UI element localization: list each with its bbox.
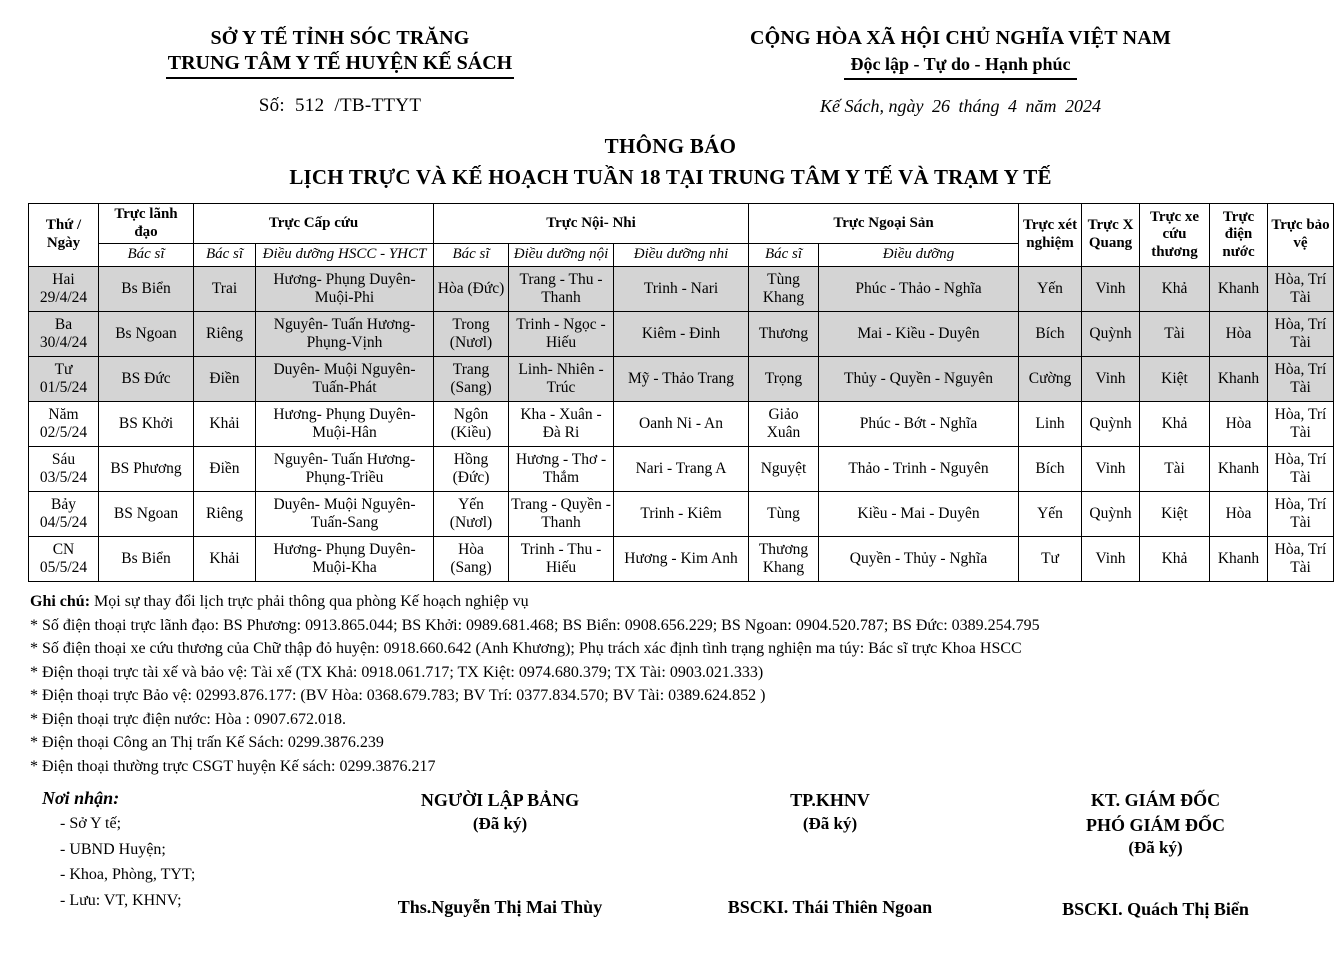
recipients-list <box>42 811 330 913</box>
cell-emergency-nurse: Hương- Phụng Duyên- Muội-Kha <box>256 537 434 582</box>
day-name: Hai <box>52 270 75 288</box>
cell-day-date <box>29 447 99 492</box>
recipients-title: Nơi nhận: <box>42 788 120 809</box>
cell-internal-doctor: Ngôn (Kiều) <box>434 402 509 447</box>
director-title-line2: PHÓ GIÁM ĐỐC <box>1086 814 1225 835</box>
cell-xray-tech: Quỳnh <box>1082 312 1140 357</box>
cell-xray-tech: Vinh <box>1082 267 1140 312</box>
cell-pediatric-nurse: Trinh - Nari <box>614 267 749 312</box>
signature-area <box>0 788 1341 920</box>
cell-pediatric-nurse: Mỹ - Thảo Trang <box>614 357 749 402</box>
year-label: năm <box>1025 96 1057 117</box>
cell-electric-water-tech: Hòa <box>1210 402 1268 447</box>
country-name: CỘNG HÒA XÃ HỘI CHỦ NGHĨA VIỆT NAM <box>749 27 1172 49</box>
col-header-security: Trực bảo vệ <box>1268 204 1334 267</box>
day-date: 30/4/24 <box>39 334 88 352</box>
cell-internal-nurse: Trinh - Thu - Hiếu <box>509 537 614 582</box>
cell-driver: Kiệt <box>1140 492 1210 537</box>
cell-internal-nurse: Trang - Quyền - Thanh <box>509 492 614 537</box>
col-header-ambulance: Trực xe cứu thương <box>1140 204 1210 267</box>
cell-surgery-nurse: Phúc - Thảo - Nghĩa <box>819 267 1019 312</box>
khnv-signed-mark: (Đã ký) <box>802 813 858 833</box>
subcol-emergency-nurse: Điều dưỡng HSCC - YHCT <box>256 244 434 267</box>
recipient-item: - UBND Huyện; <box>60 840 166 858</box>
director-title-line1: KT. GIÁM ĐỐC <box>1090 790 1221 811</box>
cell-emergency-nurse: Nguyên- Tuấn Hương- Phụng-Vịnh <box>256 312 434 357</box>
director-name: BSCKI. Quách Thị Biển <box>1062 898 1249 919</box>
day-date: 05/5/24 <box>39 559 88 577</box>
note-line: * Số điện thoại trực lãnh đạo: BS Phương: 0913.865.044; BS Khởi: 0989.681.468; BS Biển: 0908.656.229; BS Ngoan: 0904.520.787; BS Đức: 0389.254.795 <box>30 616 1040 634</box>
cell-day-date <box>29 357 99 402</box>
cell-lab-tech: Linh <box>1019 402 1082 447</box>
khnv-name: BSCKI. Thái Thiên Ngoan <box>727 897 933 918</box>
document-number-label: Số: <box>258 95 285 116</box>
notes-section <box>30 590 1341 778</box>
cell-surgery-doctor: Thương Khang <box>749 537 819 582</box>
cell-guard: Hòa, Trí Tài <box>1268 267 1334 312</box>
cell-guard: Hòa, Trí Tài <box>1268 312 1334 357</box>
cell-electric-water-tech: Khanh <box>1210 357 1268 402</box>
signature-khnv-head <box>670 788 990 920</box>
signature-preparer <box>330 788 670 920</box>
cell-emergency-doctor: Khải <box>194 537 256 582</box>
cell-xray-tech: Quỳnh <box>1082 492 1140 537</box>
cell-lab-tech: Bích <box>1019 447 1082 492</box>
cell-electric-water-tech: Khanh <box>1210 447 1268 492</box>
cell-lab-tech: Yến <box>1019 267 1082 312</box>
cell-surgery-doctor: Tùng <box>749 492 819 537</box>
cell-electric-water-tech: Hòa <box>1210 312 1268 357</box>
cell-guard: Hòa, Trí Tài <box>1268 447 1334 492</box>
cell-emergency-nurse: Duyên- Muội Nguyên- Tuấn-Phát <box>256 357 434 402</box>
col-header-leadership: Trực lãnh đạo <box>99 204 194 244</box>
col-header-xray: Trực X Quang <box>1082 204 1140 267</box>
cell-emergency-nurse: Hương- Phụng Duyên- Muội-Hân <box>256 402 434 447</box>
cell-internal-nurse: Kha - Xuân - Đà Ri <box>509 402 614 447</box>
table-row <box>29 537 1334 582</box>
cell-leadership-doctor: Bs Ngoan <box>99 312 194 357</box>
place-name: Kế Sách, ngày <box>820 96 924 117</box>
note-lines <box>30 614 1341 779</box>
cell-guard: Hòa, Trí Tài <box>1268 537 1334 582</box>
director-signed-mark: (Đã ký) <box>1128 837 1183 857</box>
cell-surgery-nurse: Kiều - Mai - Duyên <box>819 492 1019 537</box>
cell-emergency-doctor: Trai <box>194 267 256 312</box>
subcol-pediatric-nurse: Điều dưỡng nhi <box>614 244 749 267</box>
cell-xray-tech: Vinh <box>1082 537 1140 582</box>
col-header-lab: Trực xét nghiệm <box>1019 204 1082 267</box>
document-number-line <box>40 95 640 117</box>
cell-internal-doctor: Hòa (Sang) <box>434 537 509 582</box>
table-body <box>29 267 1334 582</box>
cell-pediatric-nurse: Trinh - Kiêm <box>614 492 749 537</box>
note-label: Ghi chú: <box>30 593 91 611</box>
cell-internal-doctor: Hòa (Đức) <box>434 267 509 312</box>
cell-emergency-nurse: Duyên- Muội Nguyên- Tuấn-Sang <box>256 492 434 537</box>
cell-lab-tech: Tư <box>1019 537 1082 582</box>
date-month: 4 <box>1008 96 1017 117</box>
preparer-name: Ths.Nguyễn Thị Mai Thùy <box>397 897 603 918</box>
col-header-day: Thứ / Ngày <box>29 204 99 267</box>
province-health-department: SỞ Y TẾ TỈNH SÓC TRĂNG <box>210 27 470 49</box>
recipient-item: - Sở Y tế; <box>60 815 122 833</box>
cell-surgery-nurse: Mai - Kiều - Duyên <box>819 312 1019 357</box>
document-header <box>0 0 1341 117</box>
note-lead-text: Mọi sự thay đổi lịch trực phải thông qua phòng Kế hoạch nghiệp vụ <box>94 593 529 611</box>
note-line: * Điện thoại trực điện nước: Hòa : 0907.672.018. <box>30 710 346 728</box>
note-line: * Điện thoại thường trực CSGT huyện Kế sách: 0299.3876.217 <box>30 757 436 775</box>
duty-schedule-table <box>28 203 1334 582</box>
subcol-surgery-doctor: Bác sĩ <box>749 244 819 267</box>
cell-leadership-doctor: BS Đức <box>99 357 194 402</box>
national-motto: Độc lập - Tự do - Hạnh phúc <box>844 53 1076 80</box>
document-subject-title: LỊCH TRỰC VÀ KẾ HOẠCH TUẦN 18 TẠI TRUNG TÂM Y TẾ VÀ TRẠM Y TẾ <box>289 164 1052 189</box>
cell-internal-nurse: Trang - Thu - Thanh <box>509 267 614 312</box>
month-label: tháng <box>958 96 1000 117</box>
table-row <box>29 492 1334 537</box>
col-header-internal-pediatric: Trực Nội- Nhi <box>434 204 749 244</box>
recipient-item: - Lưu: VT, KHNV; <box>60 892 182 909</box>
table-row <box>29 402 1334 447</box>
issuing-organization-block <box>0 26 640 117</box>
cell-leadership-doctor: BS Phương <box>99 447 194 492</box>
cell-surgery-doctor: Nguyệt <box>749 447 819 492</box>
cell-pediatric-nurse: Oanh Ni - An <box>614 402 749 447</box>
cell-pediatric-nurse: Kiêm - Đinh <box>614 312 749 357</box>
cell-driver: Khả <box>1140 537 1210 582</box>
cell-internal-nurse: Hương - Thơ - Thắm <box>509 447 614 492</box>
subcol-leadership-doctor: Bác sĩ <box>99 244 194 267</box>
cell-day-date <box>29 267 99 312</box>
cell-day-date <box>29 537 99 582</box>
note-line: * Điện thoại trực Bảo vệ: 02993.876.177: (BV Hòa: 0368.679.783; BV Trí: 0377.834.570; BV Tài: 0389.624.852 ) <box>30 687 766 705</box>
subcol-internal-doctor: Bác sĩ <box>434 244 509 267</box>
cell-electric-water-tech: Khanh <box>1210 267 1268 312</box>
document-number-value: 512 <box>295 95 325 116</box>
table-group-header-row <box>29 204 1334 244</box>
cell-internal-doctor: Yến (Nươl) <box>434 492 509 537</box>
khnv-title: TP.KHNV <box>790 790 870 811</box>
day-name: Sáu <box>51 450 76 468</box>
day-name: CN <box>52 540 75 558</box>
document-number-suffix: /TB-TTYT <box>334 95 422 116</box>
day-name: Tư <box>54 360 73 378</box>
duty-schedule-table-wrapper <box>28 203 1330 582</box>
cell-surgery-doctor: Giảo Xuân <box>749 402 819 447</box>
recipient-item: - Khoa, Phòng, TYT; <box>60 866 196 884</box>
cell-electric-water-tech: Hòa <box>1210 492 1268 537</box>
cell-driver: Tài <box>1140 447 1210 492</box>
cell-surgery-nurse: Phúc - Bớt - Nghĩa <box>819 402 1019 447</box>
cell-leadership-doctor: Bs Biển <box>99 267 194 312</box>
day-date: 04/5/24 <box>39 514 88 532</box>
cell-driver: Khả <box>1140 267 1210 312</box>
document-title-block <box>0 133 1341 191</box>
cell-emergency-nurse: Nguyên- Tuấn Hương- Phụng-Triều <box>256 447 434 492</box>
note-line: * Số điện thoại xe cứu thương của Chữ thập đỏ huyện: 0918.660.642 (Anh Khương); Phụ trách xác định tình trạng nghiện ma túy: Bác sĩ trực Khoa HSCC <box>30 640 1022 658</box>
col-header-emergency: Trực Cấp cứu <box>194 204 434 244</box>
recipients-block <box>0 788 330 920</box>
cell-internal-doctor: Trong (Nươl) <box>434 312 509 357</box>
table-row <box>29 267 1334 312</box>
cell-internal-doctor: Trang (Sang) <box>434 357 509 402</box>
national-heading-block <box>640 26 1341 117</box>
col-header-electric-water: Trực điện nước <box>1210 204 1268 267</box>
cell-leadership-doctor: BS Khởi <box>99 402 194 447</box>
cell-xray-tech: Quỳnh <box>1082 402 1140 447</box>
cell-surgery-nurse: Thảo - Trinh - Nguyên <box>819 447 1019 492</box>
place-and-date <box>640 96 1281 117</box>
date-year: 2024 <box>1065 96 1101 117</box>
cell-internal-nurse: Linh- Nhiên - Trúc <box>509 357 614 402</box>
cell-emergency-doctor: Riêng <box>194 312 256 357</box>
cell-emergency-nurse: Hương- Phụng Duyên- Muội-Phi <box>256 267 434 312</box>
day-date: 29/4/24 <box>39 289 88 307</box>
note-lead <box>30 590 1341 614</box>
cell-xray-tech: Vinh <box>1082 447 1140 492</box>
day-name: Năm <box>48 405 79 423</box>
cell-surgery-nurse: Thủy - Quyền - Nguyên <box>819 357 1019 402</box>
cell-surgery-doctor: Trọng <box>749 357 819 402</box>
cell-internal-nurse: Trinh - Ngọc - Hiếu <box>509 312 614 357</box>
cell-xray-tech: Vinh <box>1082 357 1140 402</box>
cell-emergency-doctor: Riêng <box>194 492 256 537</box>
cell-lab-tech: Cường <box>1019 357 1082 402</box>
cell-emergency-doctor: Điền <box>194 357 256 402</box>
cell-lab-tech: Bích <box>1019 312 1082 357</box>
subcol-emergency-doctor: Bác sĩ <box>194 244 256 267</box>
note-line: * Điện thoại Công an Thị trấn Kế Sách: 0299.3876.239 <box>30 734 384 752</box>
cell-guard: Hòa, Trí Tài <box>1268 492 1334 537</box>
day-name: Ba <box>54 315 73 333</box>
col-header-surgery-obstetrics: Trực Ngoại Sản <box>749 204 1019 244</box>
cell-pediatric-nurse: Hương - Kim Anh <box>614 537 749 582</box>
cell-surgery-nurse: Quyền - Thủy - Nghĩa <box>819 537 1019 582</box>
note-line: * Điện thoại trực tài xế và bảo vệ: Tài xế (TX Khả: 0918.061.717; TX Kiệt: 0974.680.379; TX Tài: 0903.021.333) <box>30 663 764 681</box>
cell-driver: Khả <box>1140 402 1210 447</box>
day-name: Bảy <box>51 495 76 513</box>
table-row <box>29 312 1334 357</box>
cell-emergency-doctor: Khải <box>194 402 256 447</box>
cell-driver: Kiệt <box>1140 357 1210 402</box>
preparer-title: NGƯỜI LẬP BẢNG <box>420 790 580 811</box>
cell-leadership-doctor: BS Ngoan <box>99 492 194 537</box>
cell-leadership-doctor: Bs Biển <box>99 537 194 582</box>
cell-pediatric-nurse: Nari - Trang A <box>614 447 749 492</box>
document-type-title: THÔNG BÁO <box>604 134 737 159</box>
cell-guard: Hòa, Trí Tài <box>1268 402 1334 447</box>
preparer-signed-mark: (Đã ký) <box>472 813 528 833</box>
date-day: 26 <box>931 96 950 117</box>
cell-surgery-doctor: Tùng Khang <box>749 267 819 312</box>
cell-day-date <box>29 312 99 357</box>
cell-surgery-doctor: Thương <box>749 312 819 357</box>
cell-guard: Hòa, Trí Tài <box>1268 357 1334 402</box>
day-date: 03/5/24 <box>39 469 88 487</box>
cell-day-date <box>29 402 99 447</box>
table-row <box>29 447 1334 492</box>
table-header <box>29 204 1334 267</box>
subcol-internal-nurse: Điều dưỡng nội <box>509 244 614 267</box>
cell-electric-water-tech: Khanh <box>1210 537 1268 582</box>
district-health-center: TRUNG TÂM Y TẾ HUYỆN KẾ SÁCH <box>166 51 515 79</box>
cell-driver: Tài <box>1140 312 1210 357</box>
signature-director <box>990 788 1341 920</box>
cell-emergency-doctor: Điền <box>194 447 256 492</box>
cell-day-date <box>29 492 99 537</box>
day-date: 01/5/24 <box>39 379 88 397</box>
day-date: 02/5/24 <box>39 424 88 442</box>
table-row <box>29 357 1334 402</box>
subcol-surgery-nurse: Điều dưỡng <box>819 244 1019 267</box>
cell-lab-tech: Yến <box>1019 492 1082 537</box>
cell-internal-doctor: Hồng (Đức) <box>434 447 509 492</box>
